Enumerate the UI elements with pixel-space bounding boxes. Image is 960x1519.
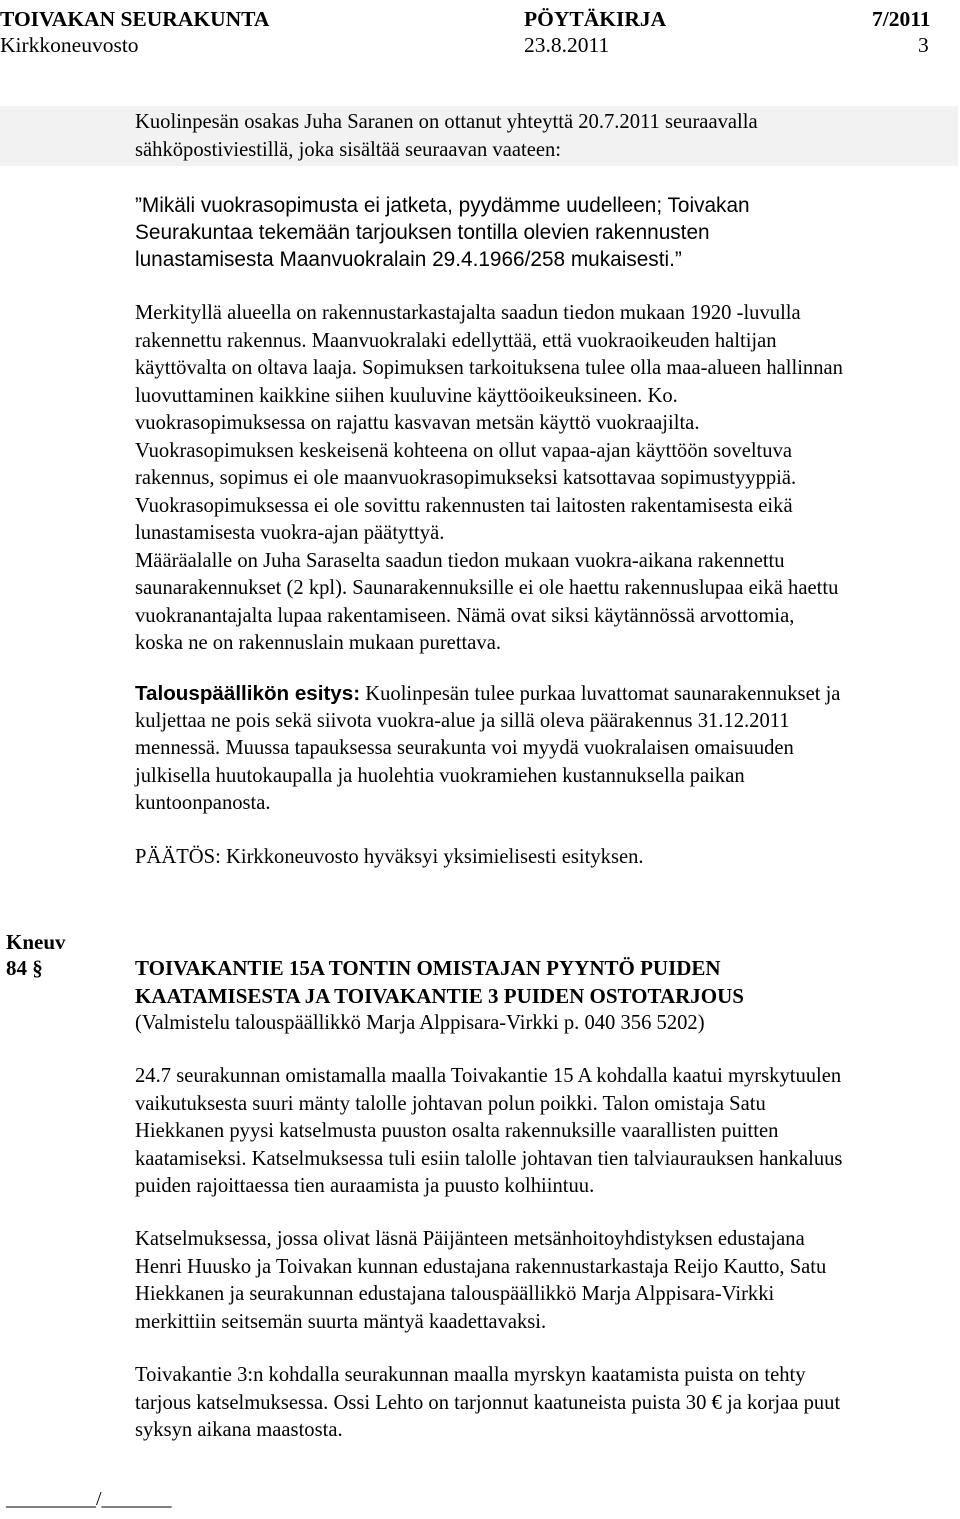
paragraph-line: merkittiin seitsemän suurta mäntyä kaadettavaksi. <box>135 1310 547 1333</box>
analysis-line: rakennus, sopimus ei ole maanvuokrasopimukseksi katsottavaa sopimustyyppiä. <box>135 467 797 489</box>
quote-line: Seurakuntaa tekemään tarjouksen tontilla olevien rakennusten <box>135 221 710 244</box>
proposal-label: Talouspäällikön esitys: <box>135 682 361 705</box>
analysis-line: vuokrasopimuksessa on rajattu kasvavan metsän käyttö vuokraajilta. <box>135 412 700 434</box>
paragraph-line: 24.7 seurakunnan omistamalla maalla Toivakantie 15 A kohdalla kaatui myrskytuulen <box>135 1065 842 1087</box>
paragraph-line: syksyn aikana maastosta. <box>135 1419 343 1441</box>
decision-text: Kirkkoneuvosto hyväksyi yksimielisesti esityksen. <box>220 846 644 868</box>
section-title-line: KAATAMISESTA JA TOIVAKANTIE 3 PUIDEN OSTOTARJOUS <box>135 983 744 1008</box>
proposal <box>135 680 957 818</box>
section-number: 84 § <box>6 956 43 980</box>
analysis-line: Vuokrasopimuksessa ei ole sovittu rakennusten tai laitosten rakentamisesta eikä <box>135 494 793 517</box>
proposal-line: kuntoonpanosta. <box>135 792 271 814</box>
analysis-line: käyttövalta on oltava laaja. Sopimuksen tarkoituksena tulee olla maa-alueen hallinnan <box>135 357 843 379</box>
analysis-line: koska ne on rakennuslain mukaan purettava. <box>135 632 501 654</box>
proposal-line: mennessä. Muussa tapauksessa seurakunta voi myydä vuokralaisen omaisuuden <box>135 737 794 759</box>
proposal-line: kuljettaa ne pois sekä siivota vuokra-alue ja sillä oleva päärakennus 31.12.2011 <box>135 709 790 732</box>
paragraph-line: Henri Huusko ja Toivakan kunnan edustajana rakennustarkastaja Reijo Kautto, Satu <box>135 1255 827 1278</box>
intro-text <box>135 109 957 164</box>
header-doc-number: 7/2011 <box>872 7 931 31</box>
decision-label: PÄÄTÖS: <box>135 846 221 868</box>
header-page-number: 3 <box>918 33 929 57</box>
quote-line: ”Mikäli vuokrasopimusta ei jatketa, pyydämme uudelleen; Toivakan <box>135 194 750 217</box>
analysis-line: Määräalalle on Juha Saraselta saadun tiedon mukaan vuokra-aikana rakennettu <box>135 549 785 572</box>
proposal-first-line <box>135 680 957 708</box>
section-title-line: TOIVAKANTIE 15A TONTIN OMISTAJAN PYYNTÖ PUIDEN <box>135 956 721 980</box>
proposal-first-text: Kuolinpesän tulee purkaa luvattomat saunarakennukset ja <box>360 683 841 705</box>
paragraph-inspection <box>135 1226 957 1336</box>
paragraph-line: Hiekkanen pyysi katselmusta puuston osalta rakennuksille vaarallisten puitten <box>135 1120 779 1142</box>
paragraph-line: kaatamiseksi. Katselmuksessa tuli esiin talolle johtavan tien talviaurauksen hankaluus <box>135 1147 843 1170</box>
analysis-line: luovuttaminen kaikkine siihen kuuluvine käyttöoikeuksineen. Ko. <box>135 384 678 407</box>
header-date: 23.8.2011 <box>524 33 610 57</box>
header-doc-type: PÖYTÄKIRJA <box>524 7 667 31</box>
analysis-line: saunarakennukset (2 kpl). Saunarakennuksille ei ole haettu rakennuslupaa eikä haettu <box>135 577 839 599</box>
section-kneuv-label: Kneuv <box>6 930 66 954</box>
intro-line: Kuolinpesän osakas Juha Saranen on ottanut yhteyttä 20.7.2011 seuraavalla <box>135 111 758 133</box>
analysis-line: Vuokrasopimuksen keskeisenä kohteena on ollut vapaa-ajan käyttöön soveltuva <box>135 439 793 462</box>
paragraph-line: Katselmuksessa, jossa olivat läsnä Päijänteen metsänhoitoyhdistyksen edustajana <box>135 1228 805 1250</box>
section-heading <box>135 955 957 1038</box>
analysis-line: rakennettu rakennus. Maanvuokralaki edellyttää, että vuokraoikeuden haltijan <box>135 329 777 352</box>
paragraph-line: Toivakantie 3:n kohdalla seurakunnan maalla myrskyn kaatamista puista on tehty <box>135 1364 806 1386</box>
analysis-line: vuokranantajalta lupaa rakentamiseen. Nämä ovat siksi käytännössä arvottomia, <box>135 604 795 627</box>
intro-line: sähköpostiviestillä, joka sisältää seuraavan vaateen: <box>135 138 562 161</box>
quote-line: lunastamisesta Maanvuokralain 29.4.1966/258 mukaisesti.” <box>135 248 682 271</box>
quoted-claim <box>135 192 750 273</box>
paragraph-line: vaikutuksesta suuri mänty talolle johtavan polun poikki. Talon omistaja Satu <box>135 1092 766 1115</box>
analysis-text <box>135 300 957 658</box>
paragraph-storm-damage <box>135 1063 957 1201</box>
decision-line <box>135 844 957 872</box>
header-body: Kirkkoneuvosto <box>0 33 139 57</box>
paragraph-line: tarjous katselmuksessa. Ossi Lehto on tarjonnut kaatuneista puista 30 € ja korjaa puut <box>135 1391 841 1414</box>
section-preparer: (Valmistelu talouspäällikkö Marja Alppisara-Virkki p. 040 356 5202) <box>135 1012 705 1034</box>
analysis-line: lunastamisesta vuokra-ajan päätyttyä. <box>135 522 445 544</box>
signature-line: _________/_______ <box>6 1488 172 1510</box>
decision <box>135 844 957 872</box>
proposal-line: julkisella huutokaupalla ja huolehtia vuokramiehen kustannuksella paikan <box>135 764 745 787</box>
analysis-line: Merkityllä alueella on rakennustarkastajalta saadun tiedon mukaan 1920 -luvulla <box>135 302 801 324</box>
paragraph-offer <box>135 1362 957 1445</box>
header-org: TOIVAKAN SEURAKUNTA <box>0 7 270 31</box>
paragraph-line: puiden rajoittaessa tien auraamista ja puusto kolhiintuu. <box>135 1175 595 1197</box>
paragraph-line: Hiekkanen ja seurakunnan edustajana talouspäällikkö Marja Alppisara-Virkki <box>135 1283 775 1305</box>
